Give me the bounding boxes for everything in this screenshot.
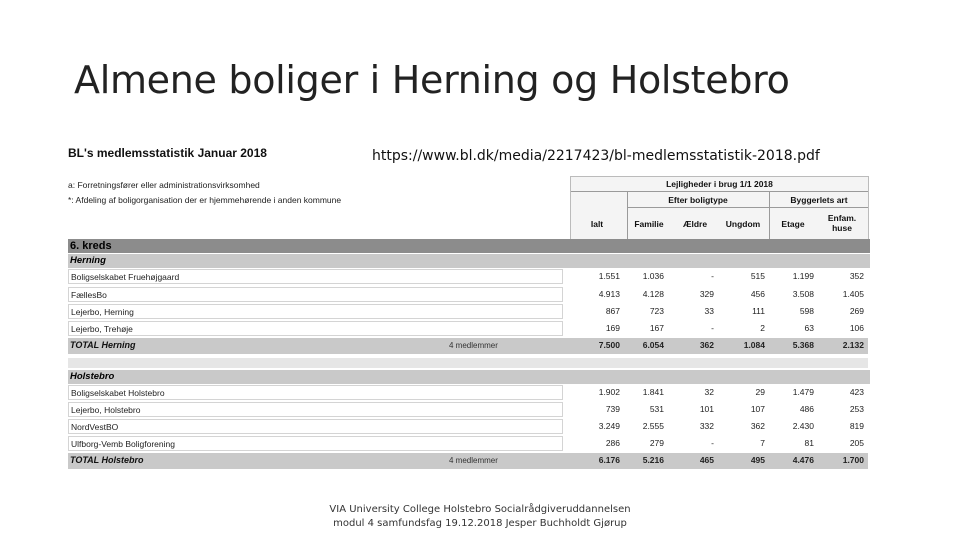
col-ialt: Ialt xyxy=(590,219,604,229)
row-name: Lejerbo, Trehøje xyxy=(68,321,563,336)
cell: 739 xyxy=(605,404,620,414)
total-row-herning xyxy=(68,338,868,354)
cell: 495 xyxy=(750,455,765,465)
cell: 362 xyxy=(699,340,714,350)
cell: 111 xyxy=(752,306,765,316)
cell: 362 xyxy=(750,421,765,431)
row-name: Ulfborg-Vemb Boligforening xyxy=(68,436,563,451)
statistics-title: BL's medlemsstatistik Januar 2018 xyxy=(68,146,267,160)
row-name: Lejerbo, Herning xyxy=(68,304,563,319)
cell: 3.249 xyxy=(598,421,620,431)
cell: 1.479 xyxy=(792,387,814,397)
row-name: Boligselskabet Holstebro xyxy=(68,385,563,400)
cell: 1.405 xyxy=(842,289,864,299)
cell: 4.128 xyxy=(642,289,664,299)
col-aeldre: Ældre xyxy=(682,219,708,229)
cell: 7.500 xyxy=(598,340,620,350)
cell: 4.476 xyxy=(792,455,814,465)
table-row xyxy=(68,402,870,418)
cell: 6.176 xyxy=(598,455,620,465)
cell: 486 xyxy=(799,404,814,414)
cell: 29 xyxy=(755,387,765,397)
header-lejligheder: Lejligheder i brug 1/1 2018 xyxy=(666,179,773,189)
cell: 101 xyxy=(699,404,714,414)
slide-title: Almene boliger i Herning og Holstebro xyxy=(74,58,790,102)
row-name: NordVestBO xyxy=(68,419,563,434)
cell: 7 xyxy=(760,438,765,448)
group-holstebro: Holstebro xyxy=(68,370,870,384)
cell: 723 xyxy=(649,306,664,316)
total-label: TOTAL Herning xyxy=(70,340,136,350)
cell: 465 xyxy=(699,455,714,465)
cell: 286 xyxy=(605,438,620,448)
cell: 1.084 xyxy=(743,340,765,350)
cell: 4.913 xyxy=(598,289,620,299)
cell: 169 xyxy=(605,323,620,333)
table-row xyxy=(68,304,870,320)
cell: 253 xyxy=(849,404,864,414)
cell: - xyxy=(711,323,714,333)
total-row-holstebro xyxy=(68,453,868,469)
cell: 1.036 xyxy=(642,271,664,281)
cell: 32 xyxy=(704,387,714,397)
cell: 167 xyxy=(649,323,664,333)
row-name: Lejerbo, Holstebro xyxy=(68,402,563,417)
cell: 2.132 xyxy=(842,340,864,350)
cell: 1.700 xyxy=(842,455,864,465)
cell: 6.054 xyxy=(642,340,664,350)
kreds-header: 6. kreds xyxy=(68,239,870,253)
cell: 515 xyxy=(750,271,765,281)
cell: - xyxy=(711,438,714,448)
cell: 5.368 xyxy=(792,340,814,350)
group-herning: Herning xyxy=(68,254,870,268)
table-header xyxy=(570,176,869,240)
cell: 3.508 xyxy=(792,289,814,299)
row-name: FællesBo xyxy=(68,287,563,302)
separator xyxy=(68,358,868,368)
cell: 598 xyxy=(799,306,814,316)
cell: 1.902 xyxy=(598,387,620,397)
cell: 1.551 xyxy=(598,271,620,281)
table-row xyxy=(68,287,870,303)
footer-line-2: modul 4 samfundsfag 19.12.2018 Jesper Buchholdt Gjørup xyxy=(333,518,627,529)
cell: 352 xyxy=(849,271,864,281)
members-count: 4 medlemmer xyxy=(449,456,498,465)
cell: 107 xyxy=(750,404,765,414)
cell: 456 xyxy=(750,289,765,299)
note-b: *: Afdeling af boligorganisation der er hjemmehørende i anden kommune xyxy=(68,195,342,205)
cell: 531 xyxy=(649,404,664,414)
cell: 279 xyxy=(649,438,664,448)
total-label: TOTAL Holstebro xyxy=(70,455,144,465)
note-a: a: Forretningsfører eller administrationsvirksomhed xyxy=(68,180,260,190)
cell: 1.199 xyxy=(792,271,814,281)
cell: 63 xyxy=(804,323,814,333)
cell: 423 xyxy=(849,387,864,397)
members-count: 4 medlemmer xyxy=(449,341,498,350)
cell: 81 xyxy=(804,438,814,448)
table-row xyxy=(68,385,870,401)
cell: 2 xyxy=(760,323,765,333)
table-row xyxy=(68,321,870,337)
cell: 2.555 xyxy=(642,421,664,431)
cell: 5.216 xyxy=(642,455,664,465)
table-row xyxy=(68,419,870,435)
header-byggeart: Byggerlets art xyxy=(790,195,848,205)
cell: 867 xyxy=(605,306,620,316)
header-boligtype: Efter boligtype xyxy=(668,195,728,205)
row-name: Boligselskabet Fruehøjgaard xyxy=(68,269,563,284)
table-row xyxy=(68,436,870,452)
cell: 332 xyxy=(699,421,714,431)
cell: 33 xyxy=(704,306,714,316)
table-row xyxy=(68,269,870,285)
cell: - xyxy=(711,271,714,281)
cell: 106 xyxy=(849,323,864,333)
cell: 329 xyxy=(699,289,714,299)
col-enfam-huse: Enfam. huse xyxy=(827,213,857,233)
cell: 1.841 xyxy=(642,387,664,397)
cell: 2.430 xyxy=(792,421,814,431)
cell: 269 xyxy=(849,306,864,316)
cell: 819 xyxy=(849,421,864,431)
col-etage: Etage xyxy=(781,219,805,229)
source-url[interactable]: https://www.bl.dk/media/2217423/bl-medlemsstatistik-2018.pdf xyxy=(372,148,820,164)
cell: 205 xyxy=(849,438,864,448)
footer-line-1: VIA University College Holstebro Socialrådgiveruddannelsen xyxy=(329,504,631,515)
col-familie: Familie xyxy=(634,219,664,229)
col-ungdom: Ungdom xyxy=(725,219,761,229)
